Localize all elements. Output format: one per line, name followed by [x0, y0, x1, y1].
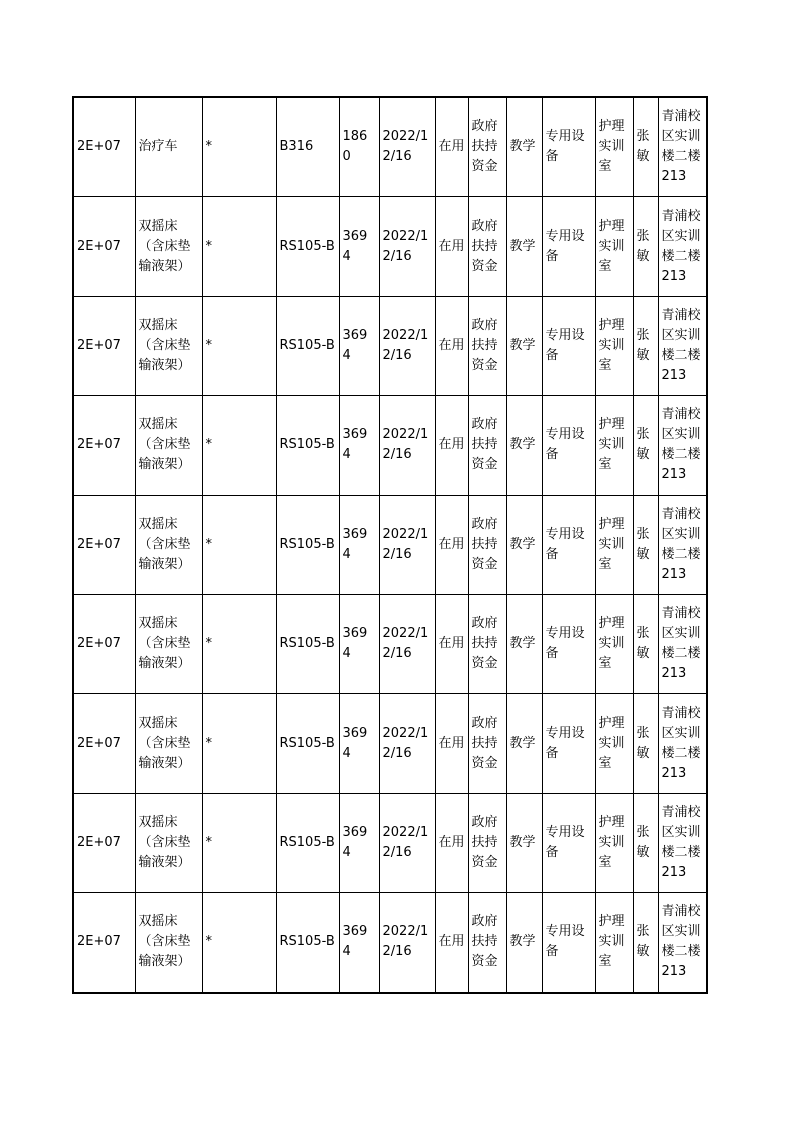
price-cell: 3694 — [339, 296, 379, 395]
category-cell: 专用设备 — [542, 893, 595, 993]
price-cell: 3694 — [339, 396, 379, 495]
price-cell: 3694 — [339, 197, 379, 296]
asset-flag-cell: * — [202, 396, 276, 495]
asset-table — [72, 96, 708, 994]
location-cell: 青浦校区实训楼二楼213 — [658, 396, 707, 495]
location-cell: 青浦校区实训楼二楼213 — [658, 296, 707, 395]
status-cell: 在用 — [435, 197, 468, 296]
funding-source-cell: 政府扶持资金 — [468, 793, 506, 892]
asset-name-cell: 治疗车 — [135, 97, 202, 197]
department-cell: 护理实训室 — [595, 197, 633, 296]
category-cell: 专用设备 — [542, 793, 595, 892]
price-cell: 3694 — [339, 793, 379, 892]
usage-cell: 教学 — [506, 197, 542, 296]
funding-source-cell: 政府扶持资金 — [468, 495, 506, 594]
asset-flag-cell: * — [202, 495, 276, 594]
table-row — [73, 296, 707, 395]
category-cell: 专用设备 — [542, 197, 595, 296]
status-cell: 在用 — [435, 793, 468, 892]
model-cell: RS105-B — [276, 495, 339, 594]
department-cell: 护理实训室 — [595, 793, 633, 892]
department-cell: 护理实训室 — [595, 495, 633, 594]
status-cell: 在用 — [435, 296, 468, 395]
usage-cell: 教学 — [506, 97, 542, 197]
asset-code-cell: 2E+07 — [73, 296, 135, 395]
usage-cell: 教学 — [506, 793, 542, 892]
asset-name-cell: 双摇床（含床垫输液架） — [135, 296, 202, 395]
table-row — [73, 793, 707, 892]
asset-name-cell: 双摇床（含床垫输液架） — [135, 893, 202, 993]
asset-code-cell: 2E+07 — [73, 594, 135, 693]
usage-cell: 教学 — [506, 495, 542, 594]
asset-flag-cell: * — [202, 893, 276, 993]
department-cell: 护理实训室 — [595, 396, 633, 495]
table-row — [73, 694, 707, 793]
asset-name-cell: 双摇床（含床垫输液架） — [135, 694, 202, 793]
asset-table-body — [73, 97, 707, 993]
location-cell: 青浦校区实训楼二楼213 — [658, 197, 707, 296]
usage-cell: 教学 — [506, 694, 542, 793]
model-cell: RS105-B — [276, 197, 339, 296]
funding-source-cell: 政府扶持资金 — [468, 694, 506, 793]
table-row — [73, 396, 707, 495]
asset-code-cell: 2E+07 — [73, 495, 135, 594]
category-cell: 专用设备 — [542, 694, 595, 793]
asset-flag-cell: * — [202, 793, 276, 892]
asset-name-cell: 双摇床（含床垫输液架） — [135, 197, 202, 296]
model-cell: B316 — [276, 97, 339, 197]
purchase-date-cell: 2022/12/16 — [379, 495, 435, 594]
keeper-cell: 张敏 — [633, 97, 658, 197]
funding-source-cell: 政府扶持资金 — [468, 893, 506, 993]
funding-source-cell: 政府扶持资金 — [468, 296, 506, 395]
asset-code-cell: 2E+07 — [73, 893, 135, 993]
purchase-date-cell: 2022/12/16 — [379, 197, 435, 296]
category-cell: 专用设备 — [542, 296, 595, 395]
asset-name-cell: 双摇床（含床垫输液架） — [135, 495, 202, 594]
price-cell: 1860 — [339, 97, 379, 197]
status-cell: 在用 — [435, 594, 468, 693]
asset-flag-cell: * — [202, 594, 276, 693]
purchase-date-cell: 2022/12/16 — [379, 793, 435, 892]
model-cell: RS105-B — [276, 396, 339, 495]
keeper-cell: 张敏 — [633, 495, 658, 594]
asset-code-cell: 2E+07 — [73, 197, 135, 296]
purchase-date-cell: 2022/12/16 — [379, 296, 435, 395]
table-row — [73, 197, 707, 296]
purchase-date-cell: 2022/12/16 — [379, 893, 435, 993]
table-row — [73, 97, 707, 197]
model-cell: RS105-B — [276, 296, 339, 395]
usage-cell: 教学 — [506, 296, 542, 395]
location-cell: 青浦校区实训楼二楼213 — [658, 893, 707, 993]
model-cell: RS105-B — [276, 594, 339, 693]
keeper-cell: 张敏 — [633, 396, 658, 495]
status-cell: 在用 — [435, 893, 468, 993]
keeper-cell: 张敏 — [633, 893, 658, 993]
category-cell: 专用设备 — [542, 495, 595, 594]
keeper-cell: 张敏 — [633, 197, 658, 296]
category-cell: 专用设备 — [542, 396, 595, 495]
keeper-cell: 张敏 — [633, 296, 658, 395]
funding-source-cell: 政府扶持资金 — [468, 97, 506, 197]
asset-flag-cell: * — [202, 694, 276, 793]
asset-flag-cell: * — [202, 97, 276, 197]
category-cell: 专用设备 — [542, 97, 595, 197]
asset-code-cell: 2E+07 — [73, 793, 135, 892]
asset-code-cell: 2E+07 — [73, 396, 135, 495]
asset-flag-cell: * — [202, 197, 276, 296]
department-cell: 护理实训室 — [595, 694, 633, 793]
purchase-date-cell: 2022/12/16 — [379, 396, 435, 495]
asset-code-cell: 2E+07 — [73, 694, 135, 793]
location-cell: 青浦校区实训楼二楼213 — [658, 694, 707, 793]
price-cell: 3694 — [339, 893, 379, 993]
status-cell: 在用 — [435, 97, 468, 197]
usage-cell: 教学 — [506, 893, 542, 993]
table-row — [73, 893, 707, 993]
department-cell: 护理实训室 — [595, 97, 633, 197]
model-cell: RS105-B — [276, 893, 339, 993]
funding-source-cell: 政府扶持资金 — [468, 197, 506, 296]
purchase-date-cell: 2022/12/16 — [379, 97, 435, 197]
location-cell: 青浦校区实训楼二楼213 — [658, 793, 707, 892]
price-cell: 3694 — [339, 594, 379, 693]
funding-source-cell: 政府扶持资金 — [468, 396, 506, 495]
location-cell: 青浦校区实训楼二楼213 — [658, 594, 707, 693]
price-cell: 3694 — [339, 694, 379, 793]
department-cell: 护理实训室 — [595, 296, 633, 395]
asset-name-cell: 双摇床（含床垫输液架） — [135, 793, 202, 892]
model-cell: RS105-B — [276, 694, 339, 793]
status-cell: 在用 — [435, 694, 468, 793]
status-cell: 在用 — [435, 396, 468, 495]
department-cell: 护理实训室 — [595, 893, 633, 993]
price-cell: 3694 — [339, 495, 379, 594]
asset-flag-cell: * — [202, 296, 276, 395]
keeper-cell: 张敏 — [633, 694, 658, 793]
purchase-date-cell: 2022/12/16 — [379, 694, 435, 793]
keeper-cell: 张敏 — [633, 594, 658, 693]
category-cell: 专用设备 — [542, 594, 595, 693]
funding-source-cell: 政府扶持资金 — [468, 594, 506, 693]
asset-name-cell: 双摇床（含床垫输液架） — [135, 396, 202, 495]
keeper-cell: 张敏 — [633, 793, 658, 892]
usage-cell: 教学 — [506, 396, 542, 495]
table-row — [73, 594, 707, 693]
purchase-date-cell: 2022/12/16 — [379, 594, 435, 693]
location-cell: 青浦校区实训楼二楼213 — [658, 495, 707, 594]
usage-cell: 教学 — [506, 594, 542, 693]
asset-name-cell: 双摇床（含床垫输液架） — [135, 594, 202, 693]
location-cell: 青浦校区实训楼二楼213 — [658, 97, 707, 197]
model-cell: RS105-B — [276, 793, 339, 892]
status-cell: 在用 — [435, 495, 468, 594]
table-row — [73, 495, 707, 594]
department-cell: 护理实训室 — [595, 594, 633, 693]
asset-code-cell: 2E+07 — [73, 97, 135, 197]
